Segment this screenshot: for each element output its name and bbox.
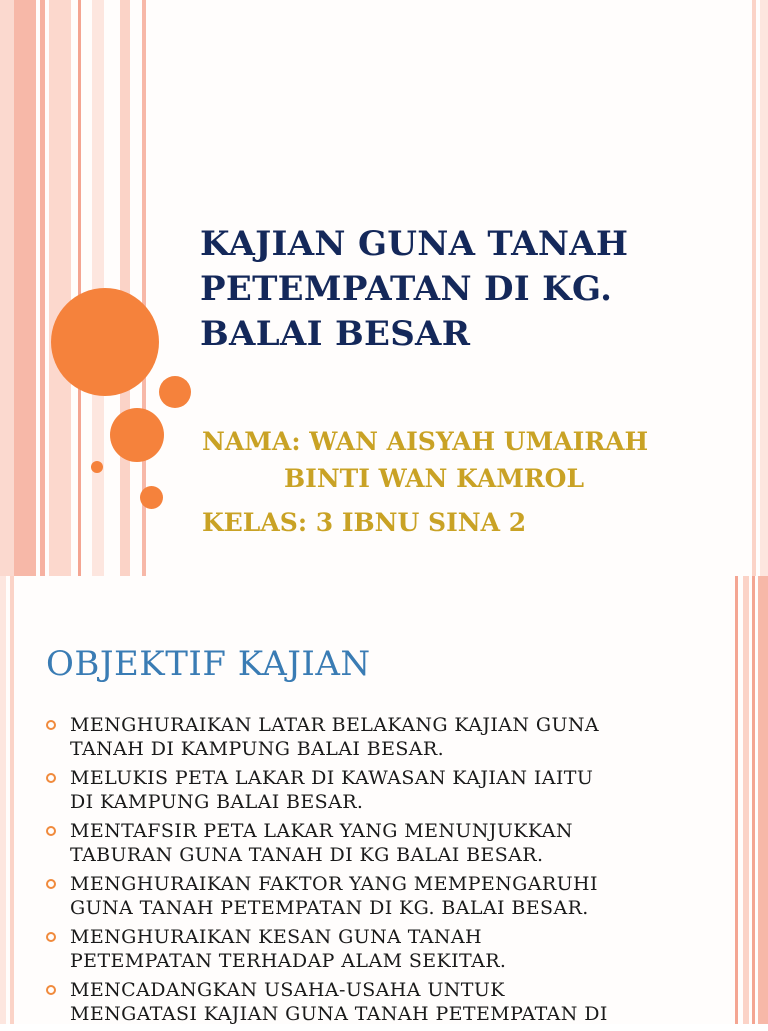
list-item-text: MENGHURAIKAN LATAR BELAKANG KAJIAN GUNA [70, 714, 599, 736]
student-class-line: KELAS: 3 IBNU SINA 2 [202, 508, 527, 537]
list-item-text: MENCADANGKAN USAHA-USAHA UNTUK [70, 979, 505, 1001]
decor-stripe [14, 0, 36, 576]
list-item [46, 978, 686, 1026]
hollow-circle-icon [46, 879, 56, 889]
student-name-line: BINTI WAN KAMROL [284, 464, 585, 493]
title-line: KAJIAN GUNA TANAH [200, 224, 629, 264]
small-orange-circle-icon [159, 376, 191, 408]
medium-orange-circle-icon [110, 408, 164, 462]
hollow-circle-icon [46, 773, 56, 783]
decor-stripe [0, 0, 14, 576]
list-item-text: TABURAN GUNA TANAH DI KG BALAI BESAR. [70, 844, 544, 866]
decor-stripe [752, 576, 755, 1024]
list-item-text: MENGHURAIKAN FAKTOR YANG MEMPENGARUHI [70, 873, 598, 895]
title-line: PETEMPATAN DI KG. [200, 269, 613, 309]
decor-stripe [743, 576, 749, 1024]
decor-stripe [0, 576, 6, 1024]
page-title [200, 222, 720, 357]
list-item-text: PETEMPATAN TERHADAP ALAM SEKITAR. [70, 950, 507, 972]
list-item-text: MENGATASI KAJIAN GUNA TANAH PETEMPATAN DI [70, 1003, 608, 1025]
list-item-text: TANAH DI KAMPUNG BALAI BESAR. [70, 738, 445, 760]
student-name-line: NAMA: WAN AISYAH UMAIRAH [202, 427, 649, 456]
decor-stripe [752, 0, 756, 576]
objectives-list [46, 713, 686, 1031]
hollow-circle-icon [46, 826, 56, 836]
list-item-text: DI KAMPUNG BALAI BESAR. [70, 791, 364, 813]
decor-stripe [40, 0, 45, 576]
list-item [46, 713, 686, 761]
title-line: BALAI BESAR [200, 314, 471, 354]
decor-stripe [10, 576, 14, 1024]
large-orange-circle-icon [51, 288, 159, 396]
section-heading: OBJEKTIF KAJIAN [46, 644, 371, 684]
hollow-circle-icon [46, 985, 56, 995]
decor-stripe [78, 0, 81, 576]
decor-stripe [120, 0, 130, 576]
list-item [46, 766, 686, 814]
list-item-text: MENGHURAIKAN KESAN GUNA TANAH [70, 926, 482, 948]
tiny-orange-circle-icon [91, 461, 103, 473]
hollow-circle-icon [46, 932, 56, 942]
list-item-text: MELUKIS PETA LAKAR DI KAWASAN KAJIAN IAITU [70, 767, 594, 789]
decor-stripe [758, 576, 768, 1024]
list-item-text: MENTAFSIR PETA LAKAR YANG MENUNJUKKAN [70, 820, 573, 842]
list-item [46, 925, 686, 973]
list-item [46, 819, 686, 867]
decor-stripe [760, 0, 768, 576]
decor-stripe [49, 0, 71, 576]
small-orange-circle-icon [140, 486, 163, 509]
hollow-circle-icon [46, 720, 56, 730]
decor-stripe [735, 576, 738, 1024]
list-item [46, 872, 686, 920]
list-item-text: GUNA TANAH PETEMPATAN DI KG. BALAI BESAR. [70, 897, 589, 919]
